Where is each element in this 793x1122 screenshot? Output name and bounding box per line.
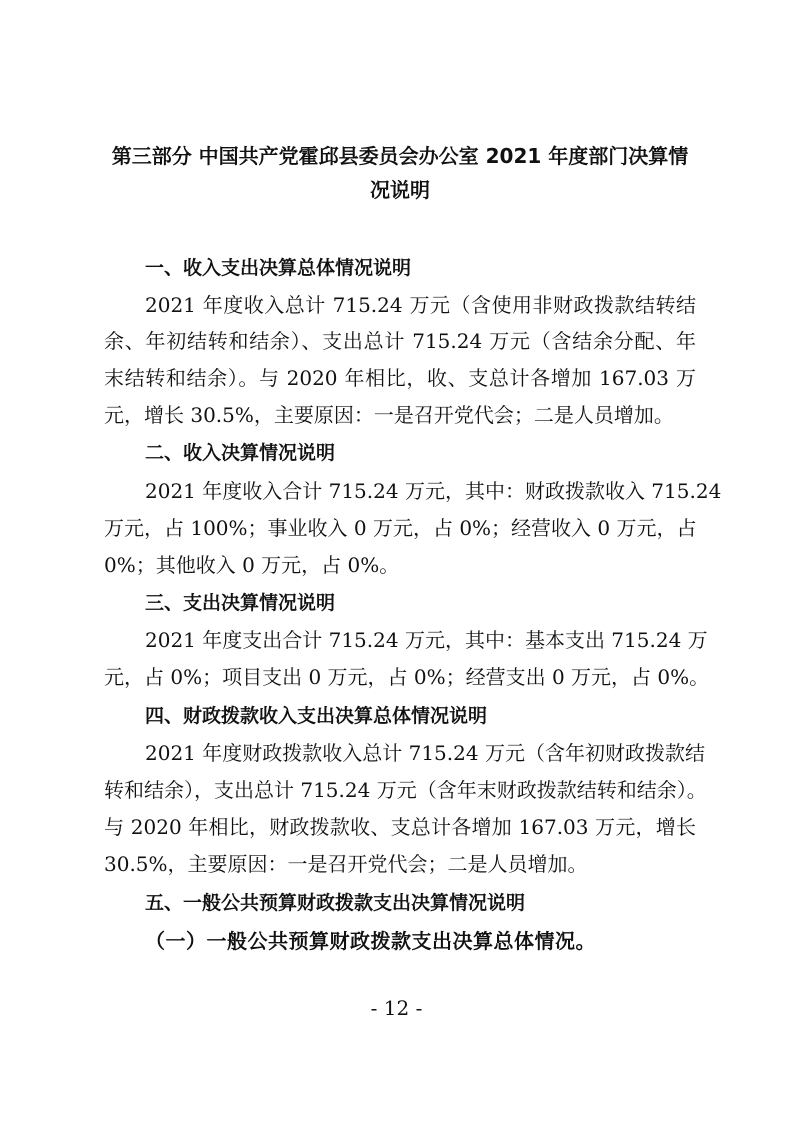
section-2-line-3: 0%；其他收入 0 万元，占 0%。 [104, 553, 400, 577]
document-title-line-1: 第三部分 中国共产党霍邱县委员会办公室 2021 年度部门决算情 [111, 144, 689, 168]
section-1-line-1: 2021 年度收入总计 715.24 万元（含使用非财政拨款结转结 [145, 293, 696, 317]
section-4-line-4: 30.5%，主要原因：一是召开党代会；二是人员增加。 [104, 852, 588, 876]
section-4-line-2: 转和结余），支出总计 715.24 万元（含年末财政拨款结转和结余）。 [104, 778, 707, 802]
section-1-line-3: 末结转和结余）。与 2020 年相比，收、支总计各增加 167.03 万 [104, 366, 696, 390]
section-3-line-2: 元，占 0%；项目支出 0 万元，占 0%；经营支出 0 万元，占 0%。 [104, 665, 710, 689]
section-1-heading: 一、收入支出决算总体情况说明 [145, 257, 412, 279]
section-1-line-4: 元，增长 30.5%，主要原因：一是召开党代会；二是人员增加。 [104, 403, 674, 427]
section-2-line-2: 万元，占 100%；事业收入 0 万元，占 0%；经营收入 0 万元，占 [104, 516, 697, 540]
section-2-line-1: 2021 年度收入合计 715.24 万元，其中：财政拨款收入 715.24 [145, 479, 722, 503]
section-3-heading: 三、支出决算情况说明 [145, 592, 336, 614]
section-1-line-2: 余、年初结转和结余）、支出总计 715.24 万元（含结余分配、年 [104, 329, 696, 353]
section-4-heading: 四、财政拨款收入支出决算总体情况说明 [145, 705, 488, 727]
page-number: - 12 - [370, 996, 423, 1020]
document-title-line-2: 况说明 [370, 178, 430, 202]
section-2-heading: 二、收入决算情况说明 [145, 442, 336, 464]
section-5-subheading: （一）一般公共预算财政拨款支出决算总体情况。 [145, 929, 596, 953]
section-4-line-1: 2021 年度财政拨款收入总计 715.24 万元（含年初财政拨款结 [145, 741, 705, 765]
section-5-heading: 五、一般公共预算财政拨款支出决算情况说明 [145, 892, 526, 914]
section-3-line-1: 2021 年度支出合计 715.24 万元，其中：基本支出 715.24 万 [145, 628, 708, 652]
section-4-line-3: 与 2020 年相比，财政拨款收、支总计各增加 167.03 万元，增长 [104, 815, 696, 839]
